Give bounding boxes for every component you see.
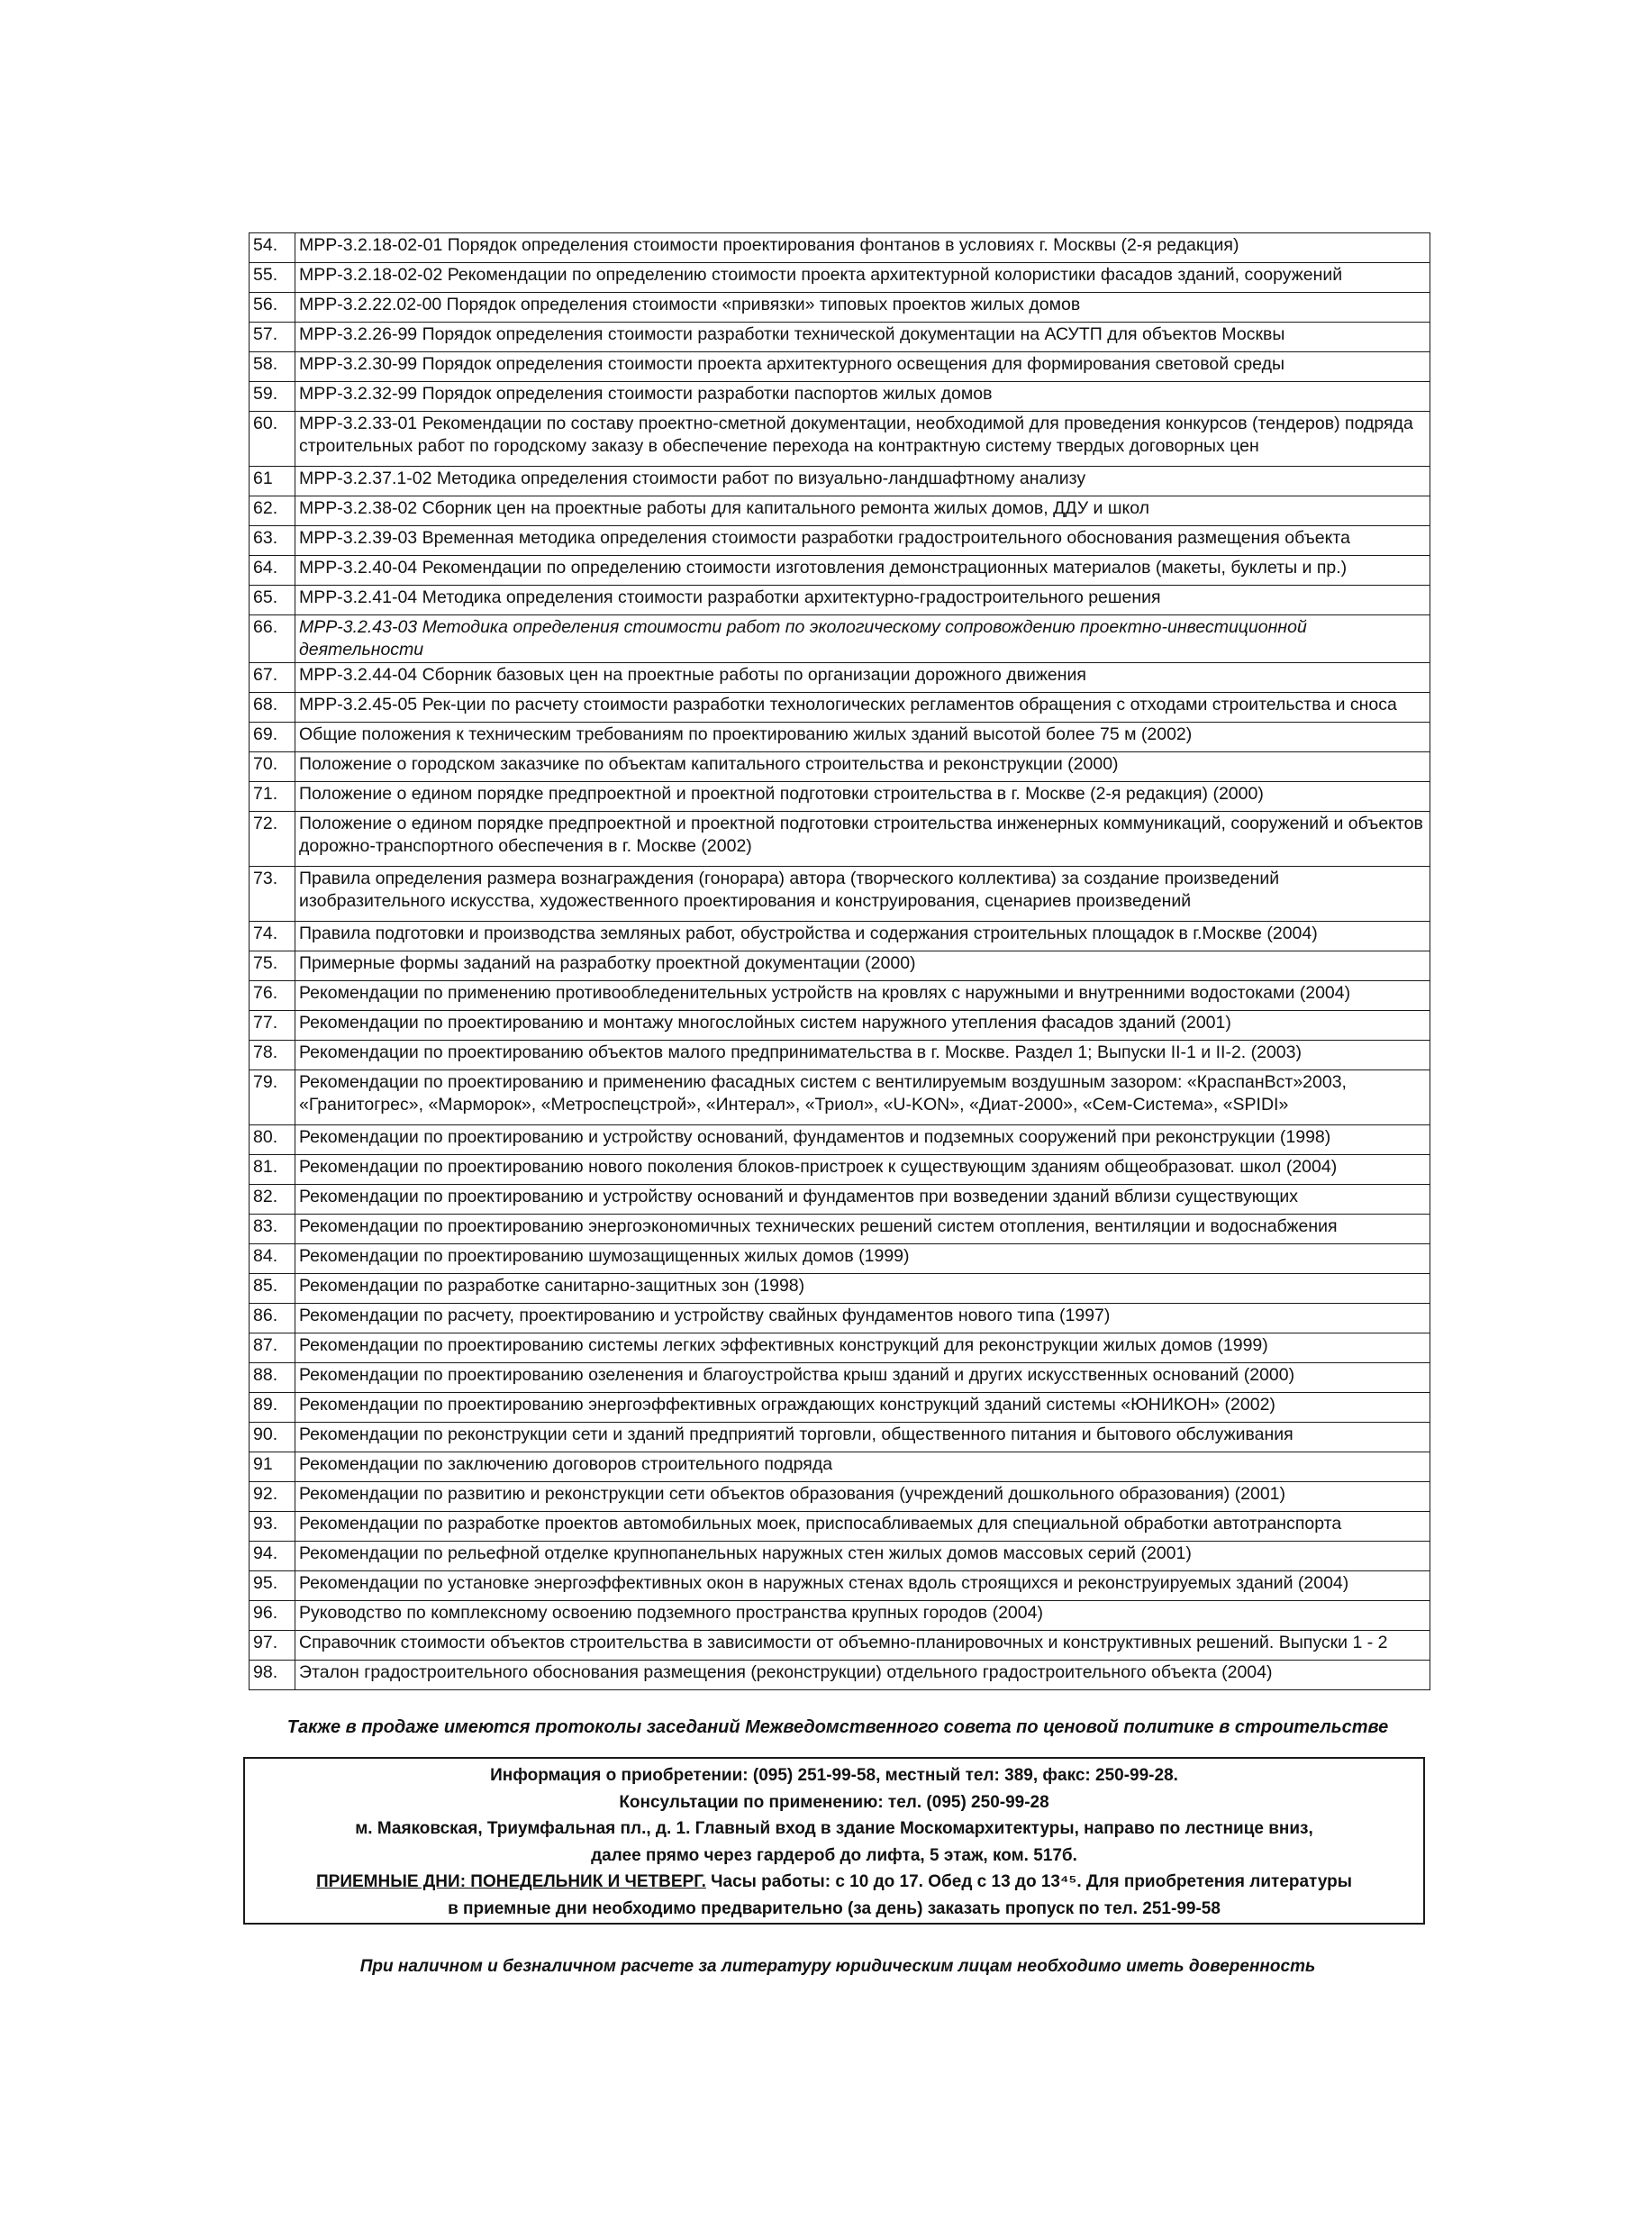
- row-title: МРР-3.2.18-02-02 Рекомендации по определению стоимости проекта архитектурной колористики фасадов зданий, сооружений: [295, 263, 1430, 293]
- row-title: МРР-3.2.33-01 Рекомендации по составу проектно-сметной документации, необходимой для проведения конкурсов (тендеров) подряда строительных работ по городскому заказу в обеспечение перехода на контрактную систему твердых договорных цен: [295, 412, 1430, 467]
- row-title: Руководство по комплексному освоению подземного пространства крупных городов (2004): [295, 1601, 1430, 1631]
- row-number: 95.: [250, 1571, 295, 1601]
- row-number: 84.: [250, 1244, 295, 1274]
- table-row: [250, 233, 1430, 263]
- row-number: 55.: [250, 263, 295, 293]
- table-row: [250, 1011, 1430, 1041]
- row-title: Эталон градостроительного обоснования размещения (реконструкции) отдельного градостроительного объекта (2004): [295, 1661, 1430, 1690]
- table-row: [250, 1333, 1430, 1363]
- table-row: [250, 663, 1430, 693]
- purchase-phone-line: Информация о приобретении: (095) 251-99-58, местный тел: 389, факс: 250-99-28.: [490, 1766, 1178, 1785]
- row-title: Рекомендации по проектированию и устройству оснований, фундаментов и подземных сооружений при реконструкции (1998): [295, 1125, 1430, 1155]
- table-row: [250, 1363, 1430, 1393]
- row-number: 65.: [250, 586, 295, 615]
- table-row: [250, 1155, 1430, 1185]
- row-number: 74.: [250, 922, 295, 951]
- row-title: Рекомендации по разработке проектов автомобильных моек, приспосабливаемых для специальной обработки автотранспорта: [295, 1512, 1430, 1542]
- row-title: Рекомендации по проектированию и применению фасадных систем с вентилируемым воздушным зазором: «КраспанВст»2003, «Гранитогрес», «Марморок», «Метроспецстрой», «Интерал», «Триол», «U-KON», «Диат-2000», «Сем-Система», «SPIDI»: [295, 1070, 1430, 1125]
- row-number: 94.: [250, 1542, 295, 1571]
- row-title: МРР-3.2.44-04 Сборник базовых цен на проектные работы по организации дорожного движения: [295, 663, 1430, 693]
- row-title: Рекомендации по проектированию энергоэффективных ограждающих конструкций зданий системы «ЮНИКОН» (2002): [295, 1393, 1430, 1423]
- row-number: 69.: [250, 723, 295, 752]
- table-row: [250, 1274, 1430, 1304]
- row-number: 71.: [250, 782, 295, 812]
- table-row: [250, 951, 1430, 981]
- row-title: Рекомендации по разработке санитарно-защитных зон (1998): [295, 1274, 1430, 1304]
- row-number: 93.: [250, 1512, 295, 1542]
- row-number: 79.: [250, 1070, 295, 1125]
- row-number: 78.: [250, 1041, 295, 1070]
- row-title: МРР-3.2.40-04 Рекомендации по определению стоимости изготовления демонстрационных материалов (макеты, буклеты и пр.): [295, 556, 1430, 586]
- row-number: 98.: [250, 1661, 295, 1690]
- row-title: Положение о городском заказчике по объектам капитального строительства и реконструкции (2000): [295, 752, 1430, 782]
- address-line: м. Маяковская, Триумфальная пл., д. 1. Главный вход в здание Москомархитектуры, направо по лестнице вниз,: [355, 1819, 1313, 1838]
- row-title: МРР-3.2.43-03 Методика определения стоимости работ по экологическому сопровождению проектно-инвестиционной деятельности: [295, 615, 1430, 663]
- row-title: Рекомендации по расчету, проектированию и устройству свайных фундаментов нового типа (1997): [295, 1304, 1430, 1333]
- row-number: 91: [250, 1452, 295, 1482]
- row-number: 67.: [250, 663, 295, 693]
- row-number: 59.: [250, 382, 295, 412]
- table-row: [250, 382, 1430, 412]
- row-title: Общие положения к техническим требованиям по проектированию жилых зданий высотой более 75 м (2002): [295, 723, 1430, 752]
- row-number: 58.: [250, 352, 295, 382]
- row-number: 80.: [250, 1125, 295, 1155]
- row-number: 54.: [250, 233, 295, 263]
- row-title: Правила определения размера вознаграждения (гонорара) автора (творческого коллектива) за создание произведений изобразительного искусства, художественного проектирования и конструирования, сценариев произведений: [295, 867, 1430, 922]
- row-number: 96.: [250, 1601, 295, 1631]
- table-row: [250, 981, 1430, 1011]
- table-row: [250, 1452, 1430, 1482]
- table-row: [250, 526, 1430, 556]
- row-number: 87.: [250, 1333, 295, 1363]
- row-number: 73.: [250, 867, 295, 922]
- table-row: [250, 693, 1430, 723]
- table-row: [250, 1070, 1430, 1125]
- row-number: 83.: [250, 1215, 295, 1244]
- table-row: [250, 352, 1430, 382]
- table-row: [250, 467, 1430, 496]
- row-number: 62.: [250, 496, 295, 526]
- table-row: [250, 922, 1430, 951]
- table-row: [250, 723, 1430, 752]
- row-number: 61: [250, 467, 295, 496]
- row-number: 88.: [250, 1363, 295, 1393]
- reception-days-line: [245, 1869, 1423, 1896]
- row-title: Положение о едином порядке предпроектной и проектной подготовки строительства инженерных коммуникаций, сооружений и объектов дорожно-транспортного обеспечения в г. Москве (2002): [295, 812, 1430, 867]
- table-row: [250, 1601, 1430, 1631]
- publications-table-body: [250, 233, 1430, 1690]
- row-title: Рекомендации по рельефной отделке крупнопанельных наружных стен жилых домов массовых серий (2001): [295, 1542, 1430, 1571]
- table-row: [250, 1304, 1430, 1333]
- table-row: [250, 1482, 1430, 1512]
- row-title: Рекомендации по проектированию нового поколения блоков-пристроек к существующим зданиям общеобразоват. школ (2004): [295, 1155, 1430, 1185]
- table-row: [250, 1244, 1430, 1274]
- row-title: МРР-3.2.18-02-01 Порядок определения стоимости проектирования фонтанов в условиях г. Москвы (2-я редакция): [295, 233, 1430, 263]
- row-number: 77.: [250, 1011, 295, 1041]
- row-title: МРР-3.2.32-99 Порядок определения стоимости разработки паспортов жилых домов: [295, 382, 1430, 412]
- table-row: [250, 1041, 1430, 1070]
- row-title: Рекомендации по заключению договоров строительного подряда: [295, 1452, 1430, 1482]
- row-number: 76.: [250, 981, 295, 1011]
- row-number: 66.: [250, 615, 295, 663]
- row-title: МРР-3.2.26-99 Порядок определения стоимости разработки технической документации на АСУТП для объектов Москвы: [295, 323, 1430, 352]
- row-title: Рекомендации по установке энергоэффективных окон в наружных стенах вдоль строящихся и реконструируемых зданий (2004): [295, 1571, 1430, 1601]
- row-title: Правила подготовки и производства земляных работ, обустройства и содержания строительных площадок в г.Москве (2004): [295, 922, 1430, 951]
- row-number: 86.: [250, 1304, 295, 1333]
- row-number: 56.: [250, 293, 295, 323]
- row-number: 92.: [250, 1482, 295, 1512]
- table-row: [250, 412, 1430, 467]
- row-title: МРР-3.2.45-05 Рек-ции по расчету стоимости разработки технологических регламентов обращения с отходами строительства и сноса: [295, 693, 1430, 723]
- row-title: Положение о едином порядке предпроектной и проектной подготовки строительства в г. Москве (2-я редакция) (2000): [295, 782, 1430, 812]
- row-number: 72.: [250, 812, 295, 867]
- row-title: МРР-3.2.39-03 Временная методика определения стоимости разработки градостроительного обоснования размещения объекта: [295, 526, 1430, 556]
- table-row: [250, 867, 1430, 922]
- table-row: [250, 263, 1430, 293]
- table-row: [250, 323, 1430, 352]
- reception-days-label: ПРИЕМНЫЕ ДНИ: ПОНЕДЕЛЬНИК И ЧЕТВЕРГ.: [316, 1872, 706, 1891]
- row-number: 85.: [250, 1274, 295, 1304]
- row-title: Рекомендации по проектированию системы легких эффективных конструкций для реконструкции жилых домов (1999): [295, 1333, 1430, 1363]
- table-row: [250, 1661, 1430, 1690]
- row-number: 89.: [250, 1393, 295, 1423]
- row-title: Рекомендации по проектированию энергоэкономичных технических решений систем отопления, вентиляции и водоснабжения: [295, 1215, 1430, 1244]
- table-row: [250, 1125, 1430, 1155]
- row-title: Рекомендации по проектированию объектов малого предпринимательства в г. Москве. Раздел 1; Выпуски II-1 и II-2. (2003): [295, 1041, 1430, 1070]
- row-number: 64.: [250, 556, 295, 586]
- table-row: [250, 812, 1430, 867]
- row-number: 90.: [250, 1423, 295, 1452]
- consultation-phone-line: Консультации по применению: тел. (095) 250-99-28: [619, 1792, 1049, 1812]
- table-row: [250, 615, 1430, 663]
- table-row: [250, 1423, 1430, 1452]
- table-row: [250, 1571, 1430, 1601]
- row-title: МРР-3.2.22.02-00 Порядок определения стоимости «привязки» типовых проектов жилых домов: [295, 293, 1430, 323]
- row-title: МРР-3.2.38-02 Сборник цен на проектные работы для капитального ремонта жилых домов, ДДУ и школ: [295, 496, 1430, 526]
- pass-order-line: в приемные дни необходимо предварительно (за день) заказать пропуск по тел. 251-99-58: [448, 1898, 1221, 1918]
- working-hours-text: Часы работы: с 10 до 17. Обед с 13 до 13⁴⁵. Для приобретения литературы: [705, 1872, 1352, 1891]
- row-title: Рекомендации по применению противообледенительных устройств на кровлях с наружными и внутренними водостоками (2004): [295, 981, 1430, 1011]
- row-title: Рекомендации по проектированию озеленения и благоустройства крыш зданий и других искусственных оснований (2000): [295, 1363, 1430, 1393]
- row-number: 63.: [250, 526, 295, 556]
- row-number: 81.: [250, 1155, 295, 1185]
- table-row: [250, 496, 1430, 526]
- row-title: МРР-3.2.30-99 Порядок определения стоимости проекта архитектурного освещения для формирования световой среды: [295, 352, 1430, 382]
- row-title: Рекомендации по проектированию шумозащищенных жилых домов (1999): [295, 1244, 1430, 1274]
- power-of-attorney-note: При наличном и безналичном расчете за литературу юридическим лицам необходимо иметь доверенность: [359, 1957, 1316, 1976]
- row-number: 97.: [250, 1631, 295, 1661]
- row-title: МРР-3.2.37.1-02 Методика определения стоимости работ по визуально-ландшафтному анализу: [295, 467, 1430, 496]
- address-line-2: далее прямо через гардероб до лифта, 5 этаж, ком. 517б.: [591, 1845, 1077, 1865]
- table-row: [250, 782, 1430, 812]
- row-number: 70.: [250, 752, 295, 782]
- row-number: 82.: [250, 1185, 295, 1215]
- table-row: [250, 1512, 1430, 1542]
- row-number: 60.: [250, 412, 295, 467]
- table-row: [250, 556, 1430, 586]
- row-title: Примерные формы заданий на разработку проектной документации (2000): [295, 951, 1430, 981]
- table-row: [250, 1631, 1430, 1661]
- table-row: [250, 1542, 1430, 1571]
- row-number: 75.: [250, 951, 295, 981]
- row-title: Рекомендации по развитию и реконструкции сети объектов образования (учреждений дошкольного образования) (2001): [295, 1482, 1430, 1512]
- table-row: [250, 586, 1430, 615]
- table-row: [250, 1215, 1430, 1244]
- table-row: [250, 293, 1430, 323]
- table-row: [250, 1393, 1430, 1423]
- table-row: [250, 752, 1430, 782]
- publications-table: [249, 232, 1430, 1690]
- row-title: Рекомендации по проектированию и монтажу многослойных систем наружного утепления фасадов зданий (2001): [295, 1011, 1430, 1041]
- row-title: МРР-3.2.41-04 Методика определения стоимости разработки архитектурно-градостроительного решения: [295, 586, 1430, 615]
- row-title: Справочник стоимости объектов строительства в зависимости от объемно-планировочных и конструктивных решений. Выпуски 1 - 2: [295, 1631, 1430, 1661]
- row-title: Рекомендации по проектированию и устройству оснований и фундаментов при возведении зданий вблизи существующих: [295, 1185, 1430, 1215]
- purchase-info-box: [243, 1757, 1425, 1925]
- row-title: Рекомендации по реконструкции сети и зданий предприятий торговли, общественного питания и бытового обслуживания: [295, 1423, 1430, 1452]
- row-number: 57.: [250, 323, 295, 352]
- table-row: [250, 1185, 1430, 1215]
- also-on-sale-note: Также в продаже имеются протоколы заседаний Межведомственного совета по ценовой политике в строительстве: [286, 1717, 1389, 1737]
- row-number: 68.: [250, 693, 295, 723]
